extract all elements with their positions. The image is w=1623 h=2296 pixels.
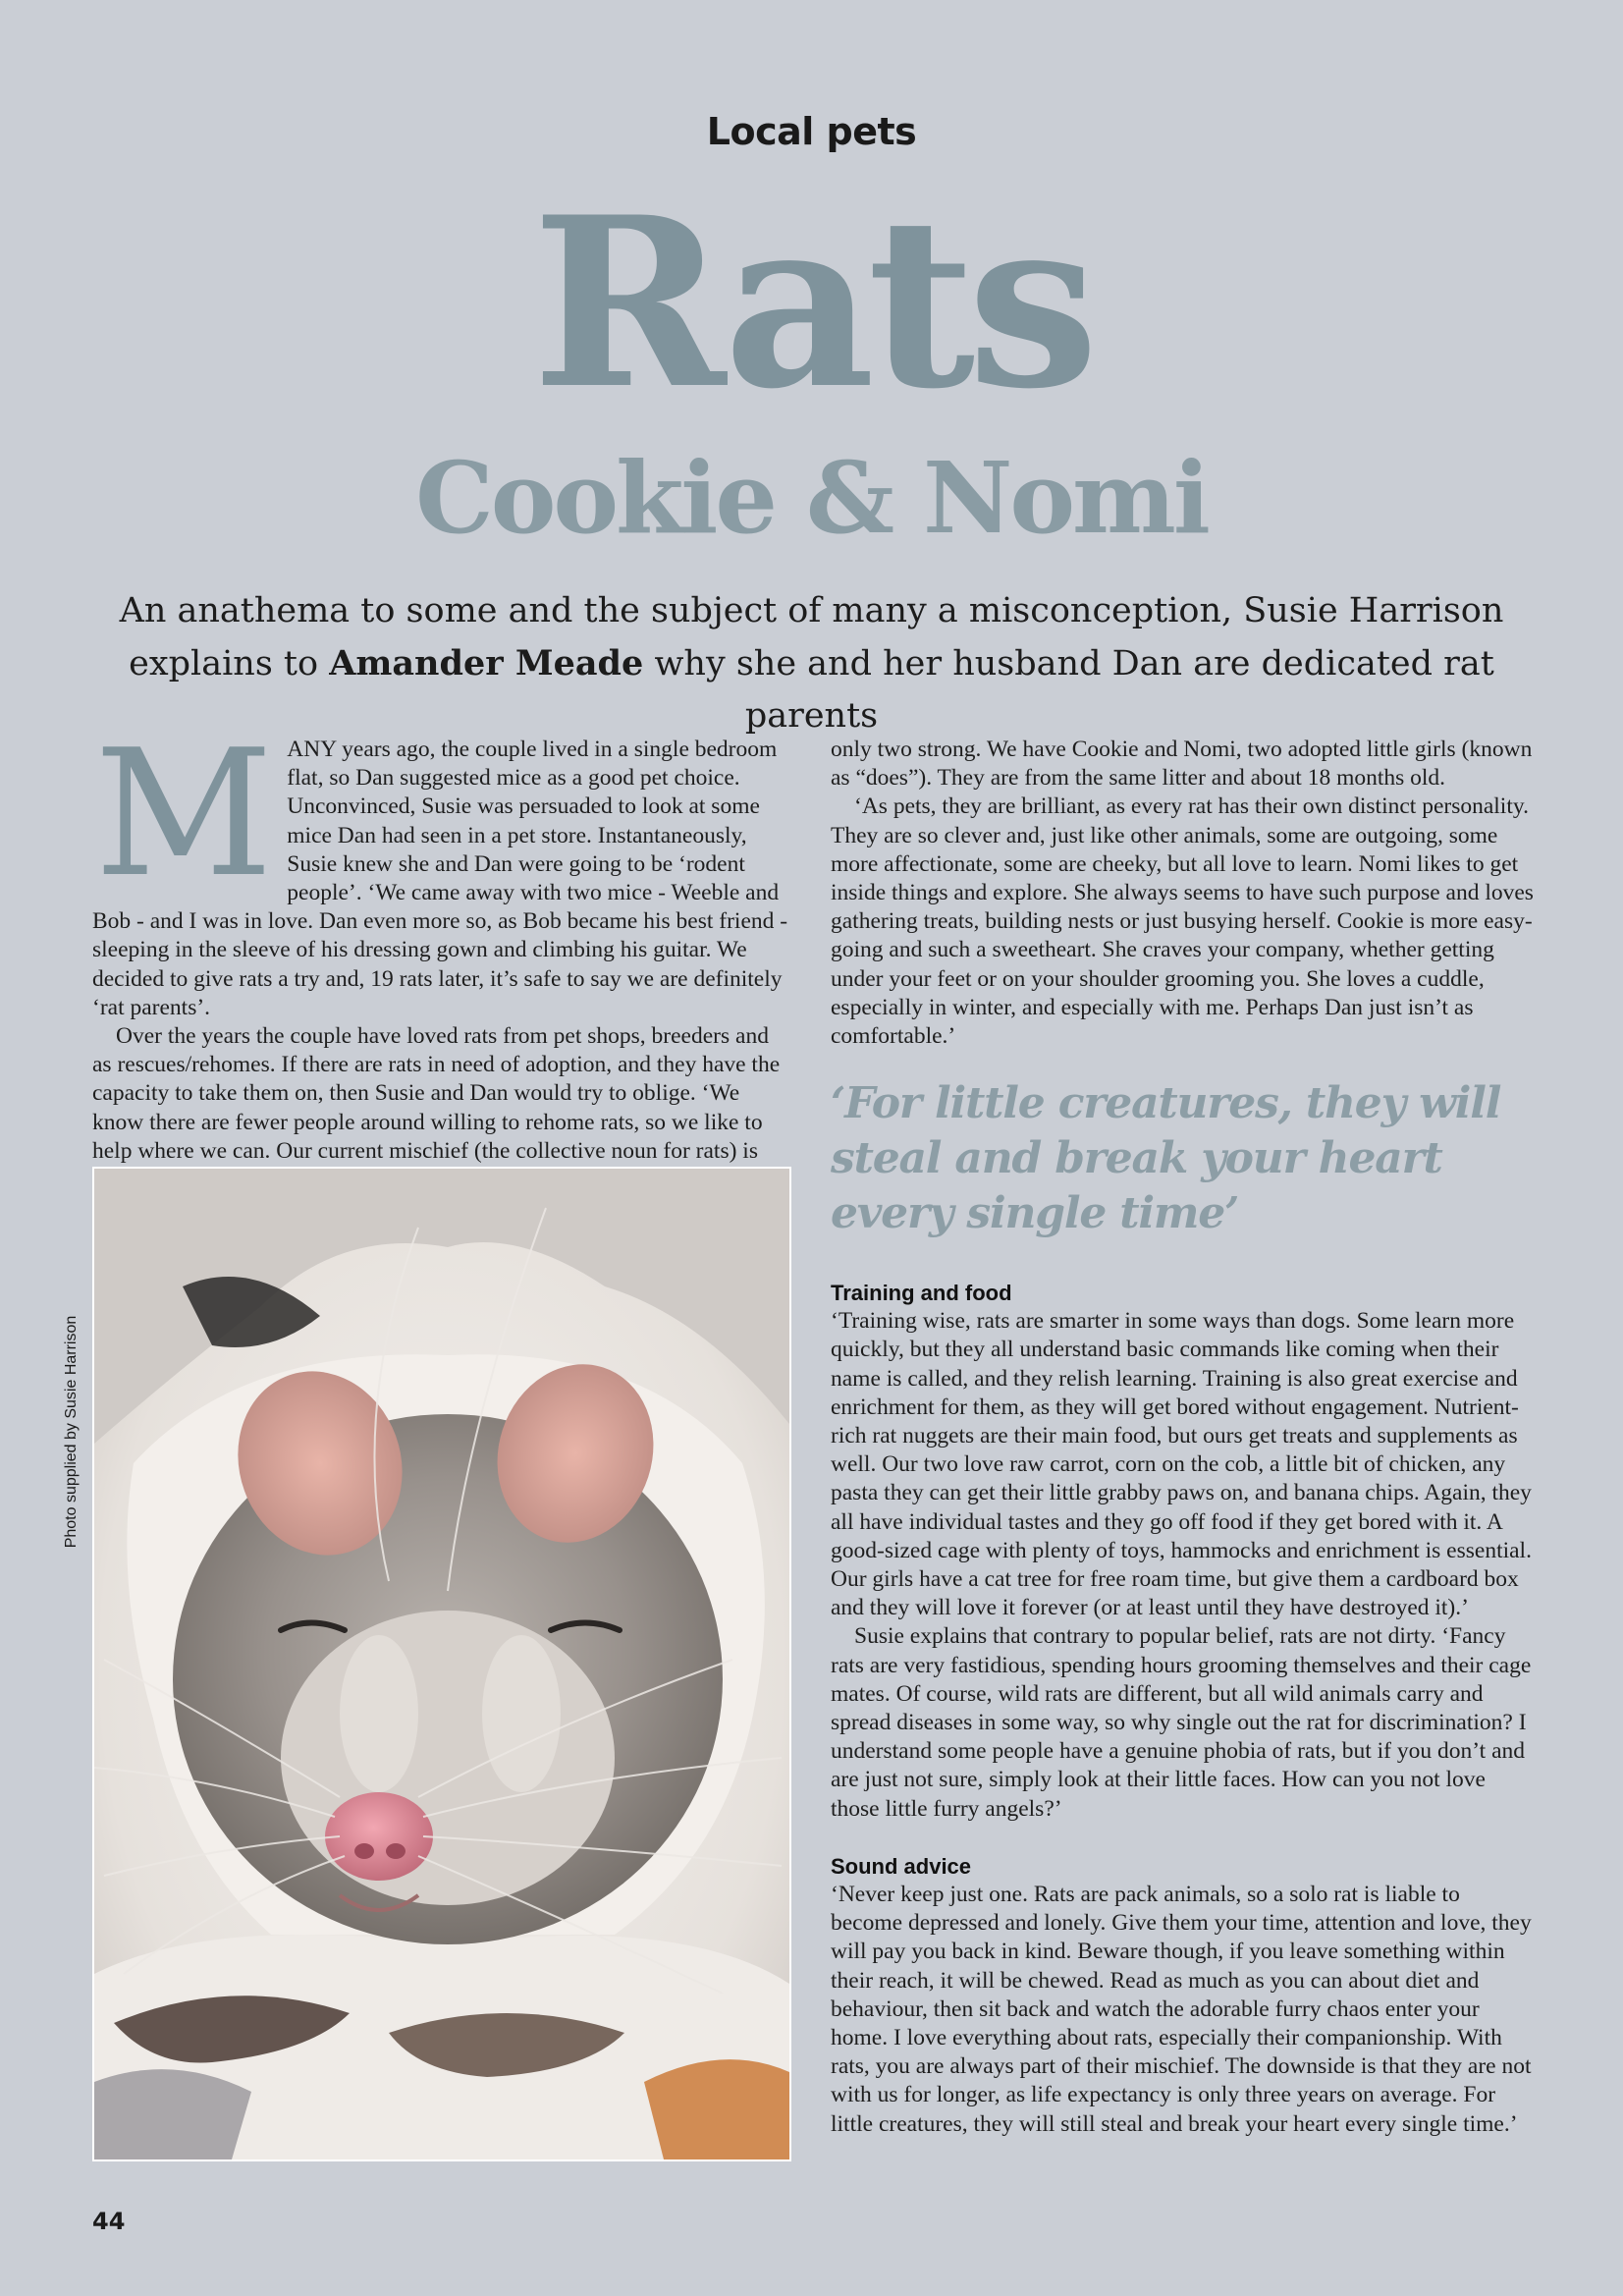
- paragraph: only two strong. We have Cookie and Nomi, two adopted little girls (known as “does”). They are from the same litter and about 18 months old.: [831, 737, 1533, 792]
- paragraph-text: ANY years ago, the couple lived in a single bedroom flat, so Dan suggested mice as a good pet choice. Unconvinced, Susie was persuaded to look at some mice Dan had seen in a pet store. Instantaneously, Susie knew she and Dan were going to be ‘rodent people’. ‘We came away with two mice - Weeble and Bob - and I was in love. Dan even more so, as Bob became his best friend - sleeping in the sleeve of his dressing gown and climbing his guitar. We decided to give rats a try and, 19 rats later, it’s safe to say we are definitely ‘rat parents’.: [92, 737, 788, 1020]
- rat-illustration: [94, 1169, 789, 2159]
- paragraph: ‘Never keep just one. Rats are pack animals, so a solo rat is liable to become depressed and lonely. Give them your time, attention and love, they will pay you back in kind. Beware though, if you leave something within their reach, it will be chewed. Read as much as you can about diet and behaviour, then sit back and watch the adorable furry chaos enter your home. I love everything about rats, especially their companionship. With rats, you are always part of their mischief. The downside is that they are not with us for longer, as life expectancy is only three years on average. For little creatures, they will still steal and break your heart every single time.’: [831, 1882, 1532, 2137]
- paragraph: ‘Training wise, rats are smarter in some ways than dogs. Some learn more quickly, but they all understand basic commands like coming when their name is called, and they relish learning. Training is also great exercise and enrichment for them, as they will get bored without engagement. Nutrient-rich rat nuggets are their main food, but ours get treats and supplements as well. Our two love raw carrot, corn on the cob, a little bit of chicken, any pasta they can get their little grabby paws on, and banana chips. Again, they all have individual tastes and they go off food if they get bored with it. A good-sized cage with plenty of toys, hammocks and enrichment is essential. Our girls have a cat tree for free roam time, but give them a cardboard box and they will love it forever (or at least until they have destroyed it).’: [831, 1308, 1532, 1621]
- page-number: 44: [92, 2208, 126, 2235]
- right-column-top: [831, 736, 1534, 1051]
- subhead-training: Training and food: [831, 1281, 1012, 1305]
- right-column-bottom: [831, 1279, 1534, 2139]
- pull-quote: ‘For little creatures, they will steal and break your heart every single time’: [831, 1078, 1501, 1238]
- photo-credit: Photo supplied by Susie Harrison: [63, 1315, 80, 1549]
- subhead-advice: Sound advice: [831, 1853, 972, 1879]
- paragraph: ‘As pets, they are brilliant, as every rat has their own distinct personality. They are so clever and, just like other animals, some are outgoing, some more affectionate, some are cheeky, but all love to learn. Nomi likes to get inside things and explore. She always seems to have such purpose and loves gathering treats, building nests or just busying herself. Cookie is more easy-going and such a sweetheart. She craves your company, whether getting under your feet or on your shoulder grooming you. She loves a cuddle, especially in winter, and especially with me. Perhaps Dan just isn’t as comfortable.’: [831, 793, 1534, 1050]
- drop-cap: M: [94, 712, 274, 915]
- standfirst-text-end: why she and her husband Dan are dedicated rat parents: [643, 644, 1494, 736]
- left-column: [92, 712, 791, 1166]
- rat-photo: [92, 1167, 791, 2161]
- paragraph: Susie explains that contrary to popular belief, rats are not dirty. ‘Fancy rats are very fastidious, spending hours grooming themselves and their cage mates. Of course, wild rats are different, but all wild animals carry and spread diseases in some way, so why single out the rat for discrimination? I understand some people have a genuine phobia of rats, but if you don’t and are just not sure, simply look at their little faces. How can you not love those little furry angels?’: [831, 1623, 1532, 1822]
- standfirst-text: An anathema to some and the subject of many a misconception, Susie Harrison explains to: [119, 591, 1504, 683]
- spacer: [831, 1824, 1534, 1852]
- article-title: Rats: [531, 167, 1092, 441]
- paragraph: Over the years the couple have loved rats from pet shops, breeders and as rescues/rehomes. If there are rats in need of adoption, and they have the capacity to take them on, then Susie and Dan would try to oblige. ‘We know there are fewer people around willing to rehome rats, so we like to help where we can. Our current mischief (the collective noun for rats) is: [92, 1023, 781, 1164]
- standfirst: [88, 585, 1535, 742]
- paragraph: [92, 712, 791, 1022]
- article-subtitle: Cookie & Nomi: [415, 440, 1208, 556]
- section-label: Local pets: [706, 110, 917, 153]
- author-name: Amander Meade: [329, 643, 644, 683]
